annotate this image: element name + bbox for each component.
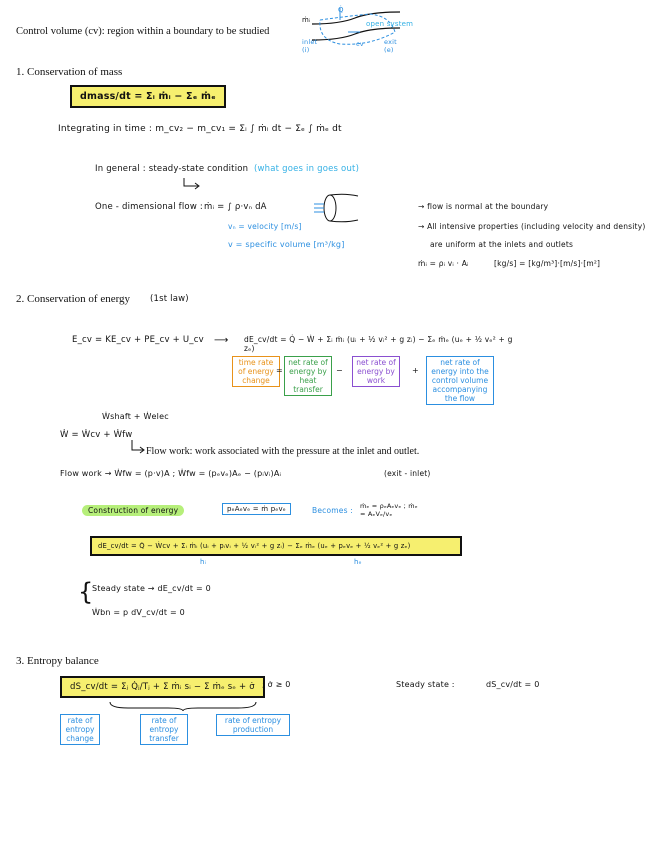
arrow-icon (182, 176, 202, 190)
exit-inlet: (exit - inlet) (384, 469, 431, 478)
one-dim-text: One - dimensional flow : (95, 202, 203, 212)
bracket-entropy-production: rate of entropy production (216, 714, 290, 736)
construction-label: Construction of energy (82, 505, 184, 516)
sigma-ineq: ; σ̇ ≥ 0 (262, 680, 291, 689)
equals-sign: = (276, 366, 283, 375)
pava-box: pₑAₑvₑ = ṁ pₑvₑ (222, 503, 291, 515)
he-label: hₑ (354, 558, 362, 566)
brace-icon: { (78, 578, 94, 606)
flow-work-eq: Flow work → Ẇfw = (p·v)A ; Ẇfw = (pₑvₑ)Aₑ − (pᵢvᵢ)Aᵢ (60, 469, 282, 478)
mass-equation: dmass/dt = Σᵢ ṁᵢ − Σₑ ṁₑ (70, 85, 226, 108)
work-split: Ẇ = Ẇcv + Ẇfw (60, 430, 133, 440)
integrating-eq: Integrating in time : m_cv₂ − m_cv₁ = Σᵢ ∫ ṁᵢ dt − Σₑ ∫ ṁₑ dt (58, 124, 342, 134)
diagram-open-system: open system (366, 20, 414, 28)
minus-sign: − (336, 366, 343, 375)
note-intensive: → All intensive properties (including velocity and density) (418, 222, 646, 231)
steady-entropy-eq: dS_cv/dt = 0 (486, 680, 540, 689)
diagram-mi: ṁᵢ (302, 16, 311, 24)
final-energy-eq: dE_cv/dt = Q̇ − Ẇcv + Σᵢ ṁᵢ (uᵢ + pᵢvᵢ + ½ vᵢ² + g zᵢ) − Σₑ ṁₑ (uₑ + pₑvₑ + ½ vₑ² + g zₑ) (90, 536, 462, 556)
bracket-heat-transfer: net rate of energy by heat transfer (284, 356, 332, 396)
pipe-inlet-diagram (300, 190, 360, 226)
me-relation: ṁₑ = ρₑAₑvₑ ; ṁₑ = AₑVₑ/vₑ (360, 502, 418, 518)
entropy-eq: dS_cv/dt = Σⱼ Q̇ⱼ/Tⱼ + Σ ṁᵢ sᵢ − Σ ṁₑ sₑ + σ̇ (60, 676, 265, 698)
mdot-integral: ṁᵢ = ∫ ρ·vₙ dA (204, 202, 267, 212)
energy-rate-eq: dE_cv/dt = Q̇ − Ẇ + Σᵢ ṁᵢ (uᵢ + ½ vᵢ² + g zᵢ) − Σₑ ṁₑ (uₑ + ½ vₑ² + g zₑ) (244, 335, 513, 353)
boundary-work-eq: Ẇbn = p dV_cv/dt = 0 (92, 608, 185, 617)
plus-sign: + (412, 366, 419, 375)
becomes-text: Becomes : (312, 506, 354, 515)
units-relation: [kg/s] = [kg/m³]·[m/s]·[m²] (494, 259, 601, 268)
arrow-right-icon: ⟶ (214, 335, 229, 346)
specific-volume: v = specific volume [m³/kg] (228, 240, 345, 249)
steady-state-eq: Steady state → dE_cv/dt = 0 (92, 584, 211, 593)
general-text: In general : steady-state condition (95, 164, 249, 174)
bracket-work: net rate of energy by work (352, 356, 400, 387)
sec2-heading: 2. Conservation of energy (16, 293, 131, 305)
hi-label: hᵢ (200, 558, 207, 566)
mdot-relation: ṁᵢ = ρᵢ vᵢ · Aᵢ (418, 259, 469, 268)
flow-work-def: Flow work: work associated with the pressure at the inlet and outlet. (146, 446, 420, 457)
arrow-icon (130, 440, 146, 456)
sec3-heading: 3. Entropy balance (16, 655, 99, 667)
steady-text: Steady state : (396, 680, 455, 689)
what-goes-text: (what goes in goes out) (254, 164, 360, 174)
note-uniform: are uniform at the inlets and outlets (430, 240, 574, 249)
diagram-q: Q̇ (338, 6, 344, 14)
diagram-cv: cv (356, 40, 364, 48)
bracket-flow-energy: net rate of energy into the control volume accompanying the flow (426, 356, 494, 405)
diagram-inlet: inlet (i) (302, 38, 318, 54)
bracket-entropy-change: rate of entropy change (60, 714, 100, 745)
intro-text: Control volume (cv): region within a boundary to be studied (16, 26, 270, 37)
bracket-entropy-transfer: rate of entropy transfer (140, 714, 188, 745)
normal-velocity: vₙ = velocity [m/s] (228, 222, 302, 231)
sec1-heading: 1. Conservation of mass (16, 66, 123, 78)
bracket-energy-change: time rate of energy change (232, 356, 280, 387)
underbrace-icon (108, 700, 258, 712)
ecv-eq: E_cv = KE_cv + PE_cv + U_cv (72, 335, 204, 345)
first-law: (1st law) (150, 294, 189, 304)
note-normal: → flow is normal at the boundary (418, 202, 549, 211)
diagram-exit: exit (e) (384, 38, 397, 54)
wshaft-text: Ẇshaft + Ẇelec (102, 412, 169, 421)
